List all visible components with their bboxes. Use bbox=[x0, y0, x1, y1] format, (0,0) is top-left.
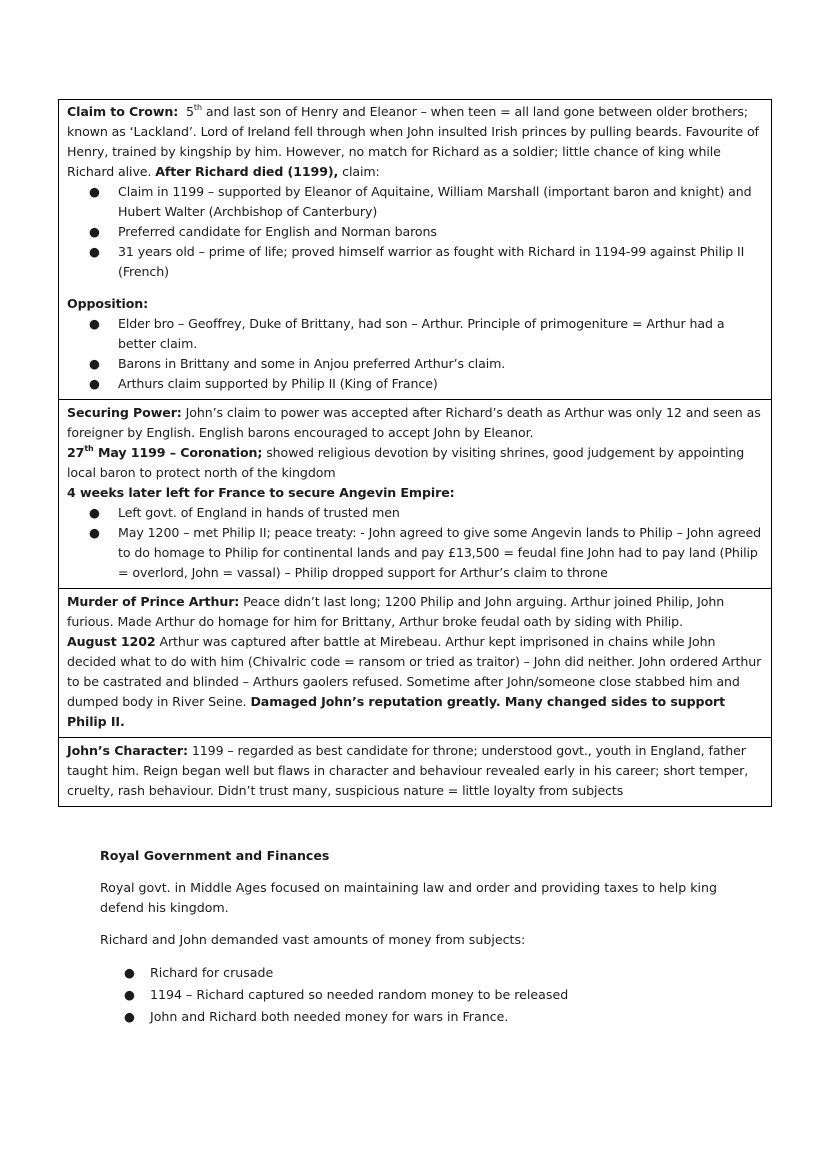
murder-text-1: Peace didn’t last long; 1200 Philip and John arguing. Arthur joined Philip, John furious. Made Arthur do homage for him for Brittany, Arthur broke feudal oath by siding with Philip. bbox=[67, 594, 725, 629]
list-item bbox=[67, 242, 763, 282]
coronation-date: 27 bbox=[67, 445, 85, 460]
bullet-icon: ● bbox=[89, 356, 100, 371]
coronation-title: May 1199 – Coronation; bbox=[93, 445, 263, 460]
claim-bullets bbox=[67, 182, 763, 282]
bullet-icon: ● bbox=[89, 505, 100, 520]
opposition-heading: Opposition: bbox=[67, 296, 149, 311]
securing-text: John’s claim to power was accepted after Richard’s death as Arthur was only 12 and seen as foreigner by English. English barons encouraged to accept John by Eleanor. bbox=[67, 405, 761, 440]
coronation-sup: th bbox=[84, 444, 94, 453]
royal-para-2: Richard and John demanded vast amounts of money from subjects: bbox=[100, 932, 526, 947]
character-cell bbox=[59, 737, 771, 806]
list-item bbox=[67, 182, 763, 222]
list-item-text: Left govt. of England in hands of trusted men bbox=[118, 505, 400, 520]
coronation-line bbox=[67, 443, 763, 483]
claim-intro-bold: After Richard died (1199), bbox=[155, 164, 339, 179]
list-item bbox=[67, 314, 763, 354]
murder-conclusion: Damaged John’s reputation greatly. Many changed sides to support Philip II. bbox=[67, 694, 726, 729]
bullet-icon: ● bbox=[124, 987, 135, 1002]
list-item bbox=[67, 354, 763, 374]
character-heading: John’s Character: bbox=[67, 743, 188, 758]
murder-text-block bbox=[67, 632, 763, 732]
character-body: 1199 – regarded as best candidate for throne; understood govt., youth in England, father taught him. Reign began well but flaws in character and behaviour revealed early in his career; short temper, cruelty, rash behaviour. Didn’t trust many, suspicious nature = little loyalty from subjects bbox=[67, 743, 749, 798]
bullet-icon: ● bbox=[89, 224, 100, 239]
murder-cell bbox=[59, 588, 771, 737]
royal-bullets bbox=[100, 962, 720, 1028]
list-item bbox=[100, 1006, 720, 1028]
list-item-text: John and Richard both needed money for wars in France. bbox=[150, 1009, 509, 1024]
bullet-icon: ● bbox=[89, 376, 100, 391]
opposition-bullets bbox=[67, 314, 763, 394]
list-item bbox=[100, 962, 720, 984]
notes-table bbox=[58, 99, 772, 807]
claim-sup: th bbox=[193, 103, 202, 112]
securing-bullets bbox=[67, 503, 763, 583]
claim-cell bbox=[59, 100, 771, 399]
royal-section bbox=[100, 846, 720, 1028]
list-item-text: Claim in 1199 – supported by Eleanor of Aquitaine, William Marshall (important baron and knight) and Hubert Walter (Archbishop of Canterbury) bbox=[118, 184, 752, 219]
claim-heading: Claim to Crown: bbox=[67, 104, 179, 119]
bullet-icon: ● bbox=[124, 1009, 135, 1024]
securing-cell bbox=[59, 399, 771, 588]
claim-intro-text-2: and last son of Henry and Eleanor – when teen = all land gone between older brothers; known as ‘Lackland’. Lord of Ireland fell through when John insulted Irish princes by pulling beards. Favourite of Henry, trained by kingship by him. However, no match for Richard as a soldier; little chance of king while Richard alive. bbox=[67, 104, 759, 179]
royal-para-1: Royal govt. in Middle Ages focused on maintaining law and order and providing taxes to help king defend his kingdom. bbox=[100, 880, 717, 915]
weeks-heading: 4 weeks later left for France to secure Angevin Empire: bbox=[67, 485, 455, 500]
list-item bbox=[67, 503, 763, 523]
list-item-text: Barons in Brittany and some in Anjou preferred Arthur’s claim. bbox=[118, 356, 506, 371]
list-item-text: May 1200 – met Philip II; peace treaty: - John agreed to give some Angevin lands to Philip – John agreed to do homage to Philip for continental lands and pay £13,500 = feudal fine John had to pay land (Philip = overlord, John = vassal) – Philip dropped support for Arthur’s claim to throne bbox=[118, 525, 762, 580]
bullet-icon: ● bbox=[89, 316, 100, 331]
list-item-text: 31 years old – prime of life; proved himself warrior as fought with Richard in 1194-99 against Philip II (French) bbox=[118, 244, 745, 279]
claim-intro-text: 5 bbox=[186, 104, 194, 119]
list-item bbox=[67, 374, 763, 394]
character-text bbox=[67, 741, 763, 801]
list-item-text: Arthurs claim supported by Philip II (King of France) bbox=[118, 376, 438, 391]
list-item-text: Preferred candidate for English and Norman barons bbox=[118, 224, 437, 239]
securing-intro bbox=[67, 403, 763, 443]
list-item bbox=[67, 222, 763, 242]
securing-heading: Securing Power: bbox=[67, 405, 182, 420]
royal-heading: Royal Government and Finances bbox=[100, 848, 330, 863]
murder-text bbox=[67, 592, 763, 632]
list-item-text: Elder bro – Geoffrey, Duke of Brittany, had son – Arthur. Principle of primogeniture = Arthur had a better claim. bbox=[118, 316, 725, 351]
coronation-text: showed religious devotion by visiting shrines, good judgement by appointing local baron to protect north of the kingdom bbox=[67, 445, 745, 480]
murder-text-2: Arthur was captured after battle at Mirebeau. Arthur kept imprisoned in chains while John decided what to do with him (Chivalric code = ransom or tried as traitor) – John did neither. John ordered Arthur to be castrated and blinded – Arthurs gaolers refused. Sometime after John/someone close stabbed him and dumped body in River Seine. bbox=[67, 634, 762, 709]
murder-heading: Murder of Prince Arthur: bbox=[67, 594, 240, 609]
list-item bbox=[100, 984, 720, 1006]
bullet-icon: ● bbox=[124, 965, 135, 980]
august-date: August 1202 bbox=[67, 634, 156, 649]
list-item bbox=[67, 523, 763, 583]
claim-intro-text-3: claim: bbox=[338, 164, 380, 179]
list-item-text: Richard for crusade bbox=[150, 965, 274, 980]
bullet-icon: ● bbox=[89, 525, 100, 540]
bullet-icon: ● bbox=[89, 184, 100, 199]
list-item-text: 1194 – Richard captured so needed random money to be released bbox=[150, 987, 569, 1002]
claim-intro bbox=[67, 102, 763, 182]
bullet-icon: ● bbox=[89, 244, 100, 259]
